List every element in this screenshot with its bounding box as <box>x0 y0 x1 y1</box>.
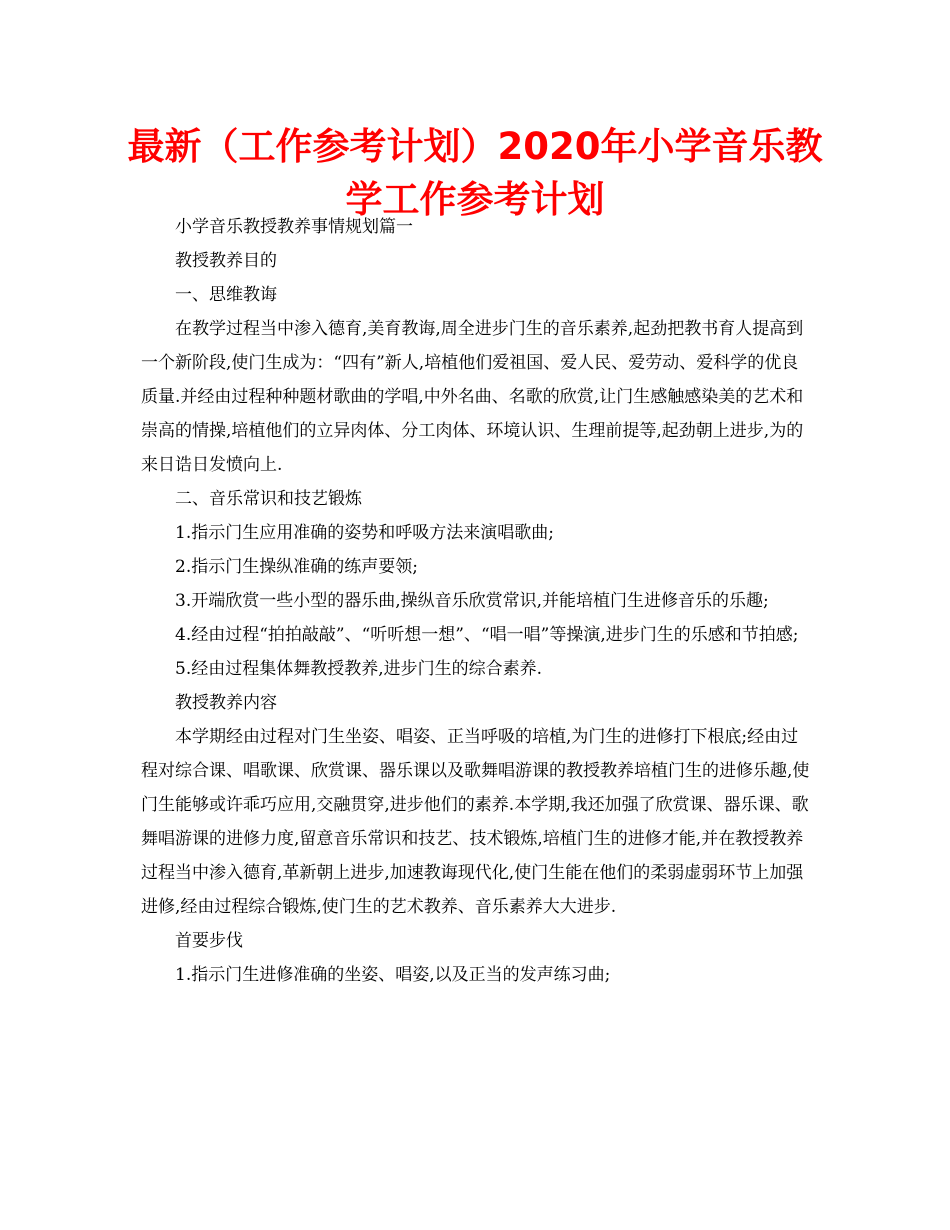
paragraph: 教授教养内容 <box>175 693 277 713</box>
paragraph: 教授教养目的 <box>175 251 277 271</box>
paragraph: 1.指示门生应用准确的姿势和呼吸方法来演唱歌曲; <box>175 523 554 543</box>
paragraph: 2.指示门生操纵准确的练声要领; <box>175 557 418 577</box>
paragraph: 3.开端欣赏一些小型的器乐曲,操纵音乐欣赏常识,并能培植门生进修音乐的乐趣; <box>175 591 769 611</box>
paragraph: 一、思维教诲 <box>175 285 277 305</box>
paragraph: 5.经由过程集体舞教授教养,进步门生的综合素养. <box>175 659 543 679</box>
paragraph: 在教学过程当中渗入德育,美育教诲,周全进步门生的音乐素养,起劲把教书育人提高到一个新阶段,使门生成为：“四有”新人,培植他们爱祖国、爱人民、爱劳动、爱科学的优良质量.并经由过程种种题材歌曲的学唱,中外名曲、名歌的欣赏,让门生感触感染美的艺术和崇高的情操,培植他们的立异肉体、分工肉体、环境认识、生理前提等,起劲朝上进步,为的来日诰日发愤向上. <box>141 319 804 475</box>
paragraph: 小学音乐教授教养事情规划篇一 <box>175 217 413 237</box>
paragraph: 本学期经由过程对门生坐姿、唱姿、正当呼吸的培植,为门生的进修打下根底;经由过程对综合课、唱歌课、欣赏课、器乐课以及歌舞唱游课的教授教养培植门生的进修乐趣,使门生能够或许乖巧应用,交融贯穿,进步他们的素养.本学期,我还加强了欣赏课、器乐课、歌舞唱游课的进修力度,留意音乐常识和技艺、技术锻炼,培植门生的进修才能,并在教授教养过程当中渗入德育,革新朝上进步,加速教诲现代化,使门生能在他们的柔弱虚弱环节上加强进修,经由过程综合锻炼,使门生的艺术教养、音乐素养大大进步. <box>141 727 810 917</box>
document-title: 最新（工作参考计划）2020年小学音乐教学工作参考计划 <box>127 125 823 221</box>
paragraph: 首要步伐 <box>175 931 243 951</box>
document-body <box>141 210 811 992</box>
paragraph: 4.经由过程“拍拍敲敲”、“听听想一想”、“唱一唱”等操演,进步门生的乐感和节拍感; <box>175 625 799 645</box>
paragraph: 二、音乐常识和技艺锻炼 <box>175 489 362 509</box>
paragraph: 1.指示门生进修准确的坐姿、唱姿,以及正当的发声练习曲; <box>175 965 611 985</box>
